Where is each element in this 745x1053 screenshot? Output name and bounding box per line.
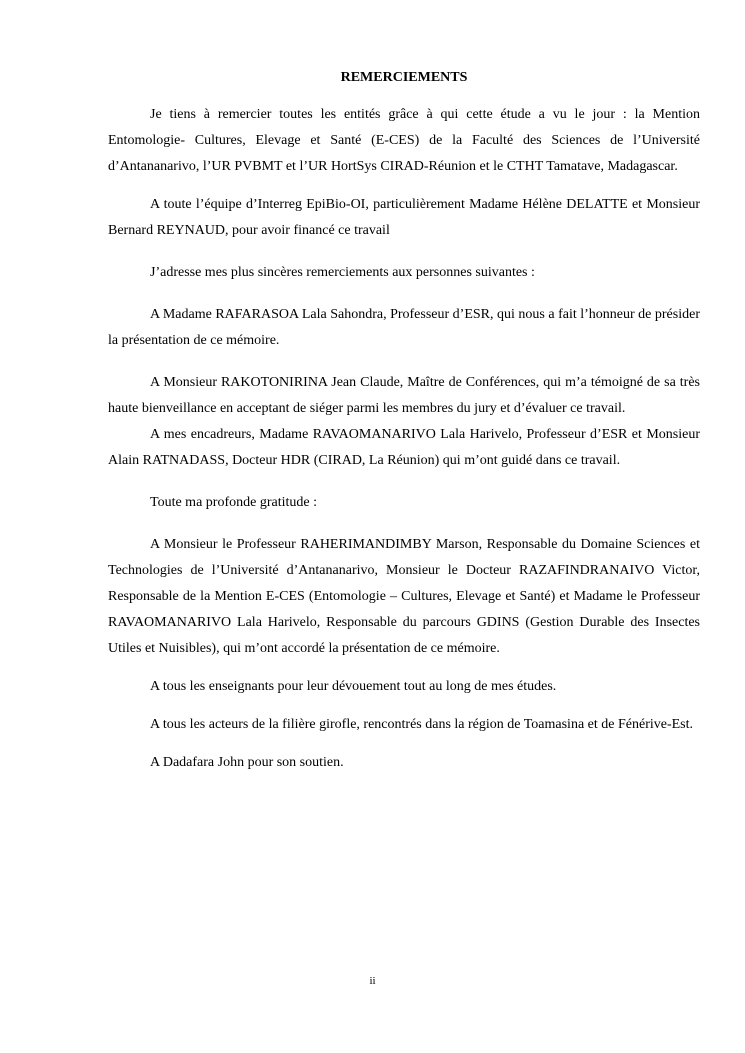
- paragraph-jury-member: A Monsieur RAKOTONIRINA Jean Claude, Maître de Conférences, qui m’a témoigné de sa très haute bienveillance en acceptant de siéger parmi les membres du jury et d’évaluer ce travail.: [108, 375, 700, 416]
- page-number: ii: [369, 975, 376, 987]
- document-page: [108, 68, 700, 776]
- paragraph-jury-president: A Madame RAFARASOA Lala Sahondra, Professeur d’ESR, qui nous a fait l’honneur de présider la présentation de ce mémoire.: [108, 307, 700, 348]
- paragraph-gratitude-intro: Toute ma profonde gratitude :: [150, 495, 317, 510]
- paragraph-funding: A toute l’équipe d’Interreg EpiBio-OI, particulièrement Madame Hélène DELATTE et Monsieur Bernard REYNAUD, pour avoir financé ce travail: [108, 197, 700, 238]
- paragraph-clove-actors: A tous les acteurs de la filière girofle, rencontrés dans la région de Toamasina et de Fénérive-Est.: [150, 717, 694, 732]
- paragraph-supervisors: A mes encadreurs, Madame RAVAOMANARIVO Lala Harivelo, Professeur d’ESR et Monsieur Alain RATNADASS, Docteur HDR (CIRAD, La Réunion) qui m’ont guidé dans ce travail.: [108, 427, 700, 468]
- paragraph-thanks-intro: J’adresse mes plus sincères remerciements aux personnes suivantes :: [150, 265, 535, 280]
- paragraph-officials: A Monsieur le Professeur RAHERIMANDIMBY Marson, Responsable du Domaine Sciences et Technologies de l’Université d’Antananarivo, Monsieur le Docteur RAZAFINDRANAIVO Victor, Responsable de la Mention E-CES (Entomologie – Cultures, Elevage et Santé) et Madame le Professeur RAVAOMANARIVO Lala Harivelo, Responsable du parcours GDINS (Gestion Durable des Insectes Utiles et Nuisibles), qui m’ont accordé la présentation de ce mémoire.: [108, 537, 700, 656]
- paragraph-personal-support: A Dadafara John pour son soutien.: [150, 755, 344, 770]
- paragraph-institutions: Je tiens à remercier toutes les entités grâce à qui cette étude a vu le jour : la Mention Entomologie- Cultures, Elevage et Santé (E-CES) de la Faculté des Sciences de l’Université d’Antananarivo, l’UR PVBMT et l’UR HortSys CIRAD-Réunion et le CTHT Tamatave, Madagascar.: [108, 107, 700, 174]
- paragraph-teachers: A tous les enseignants pour leur dévouement tout au long de mes études.: [150, 679, 557, 694]
- page-title: REMERCIEMENTS: [340, 70, 468, 85]
